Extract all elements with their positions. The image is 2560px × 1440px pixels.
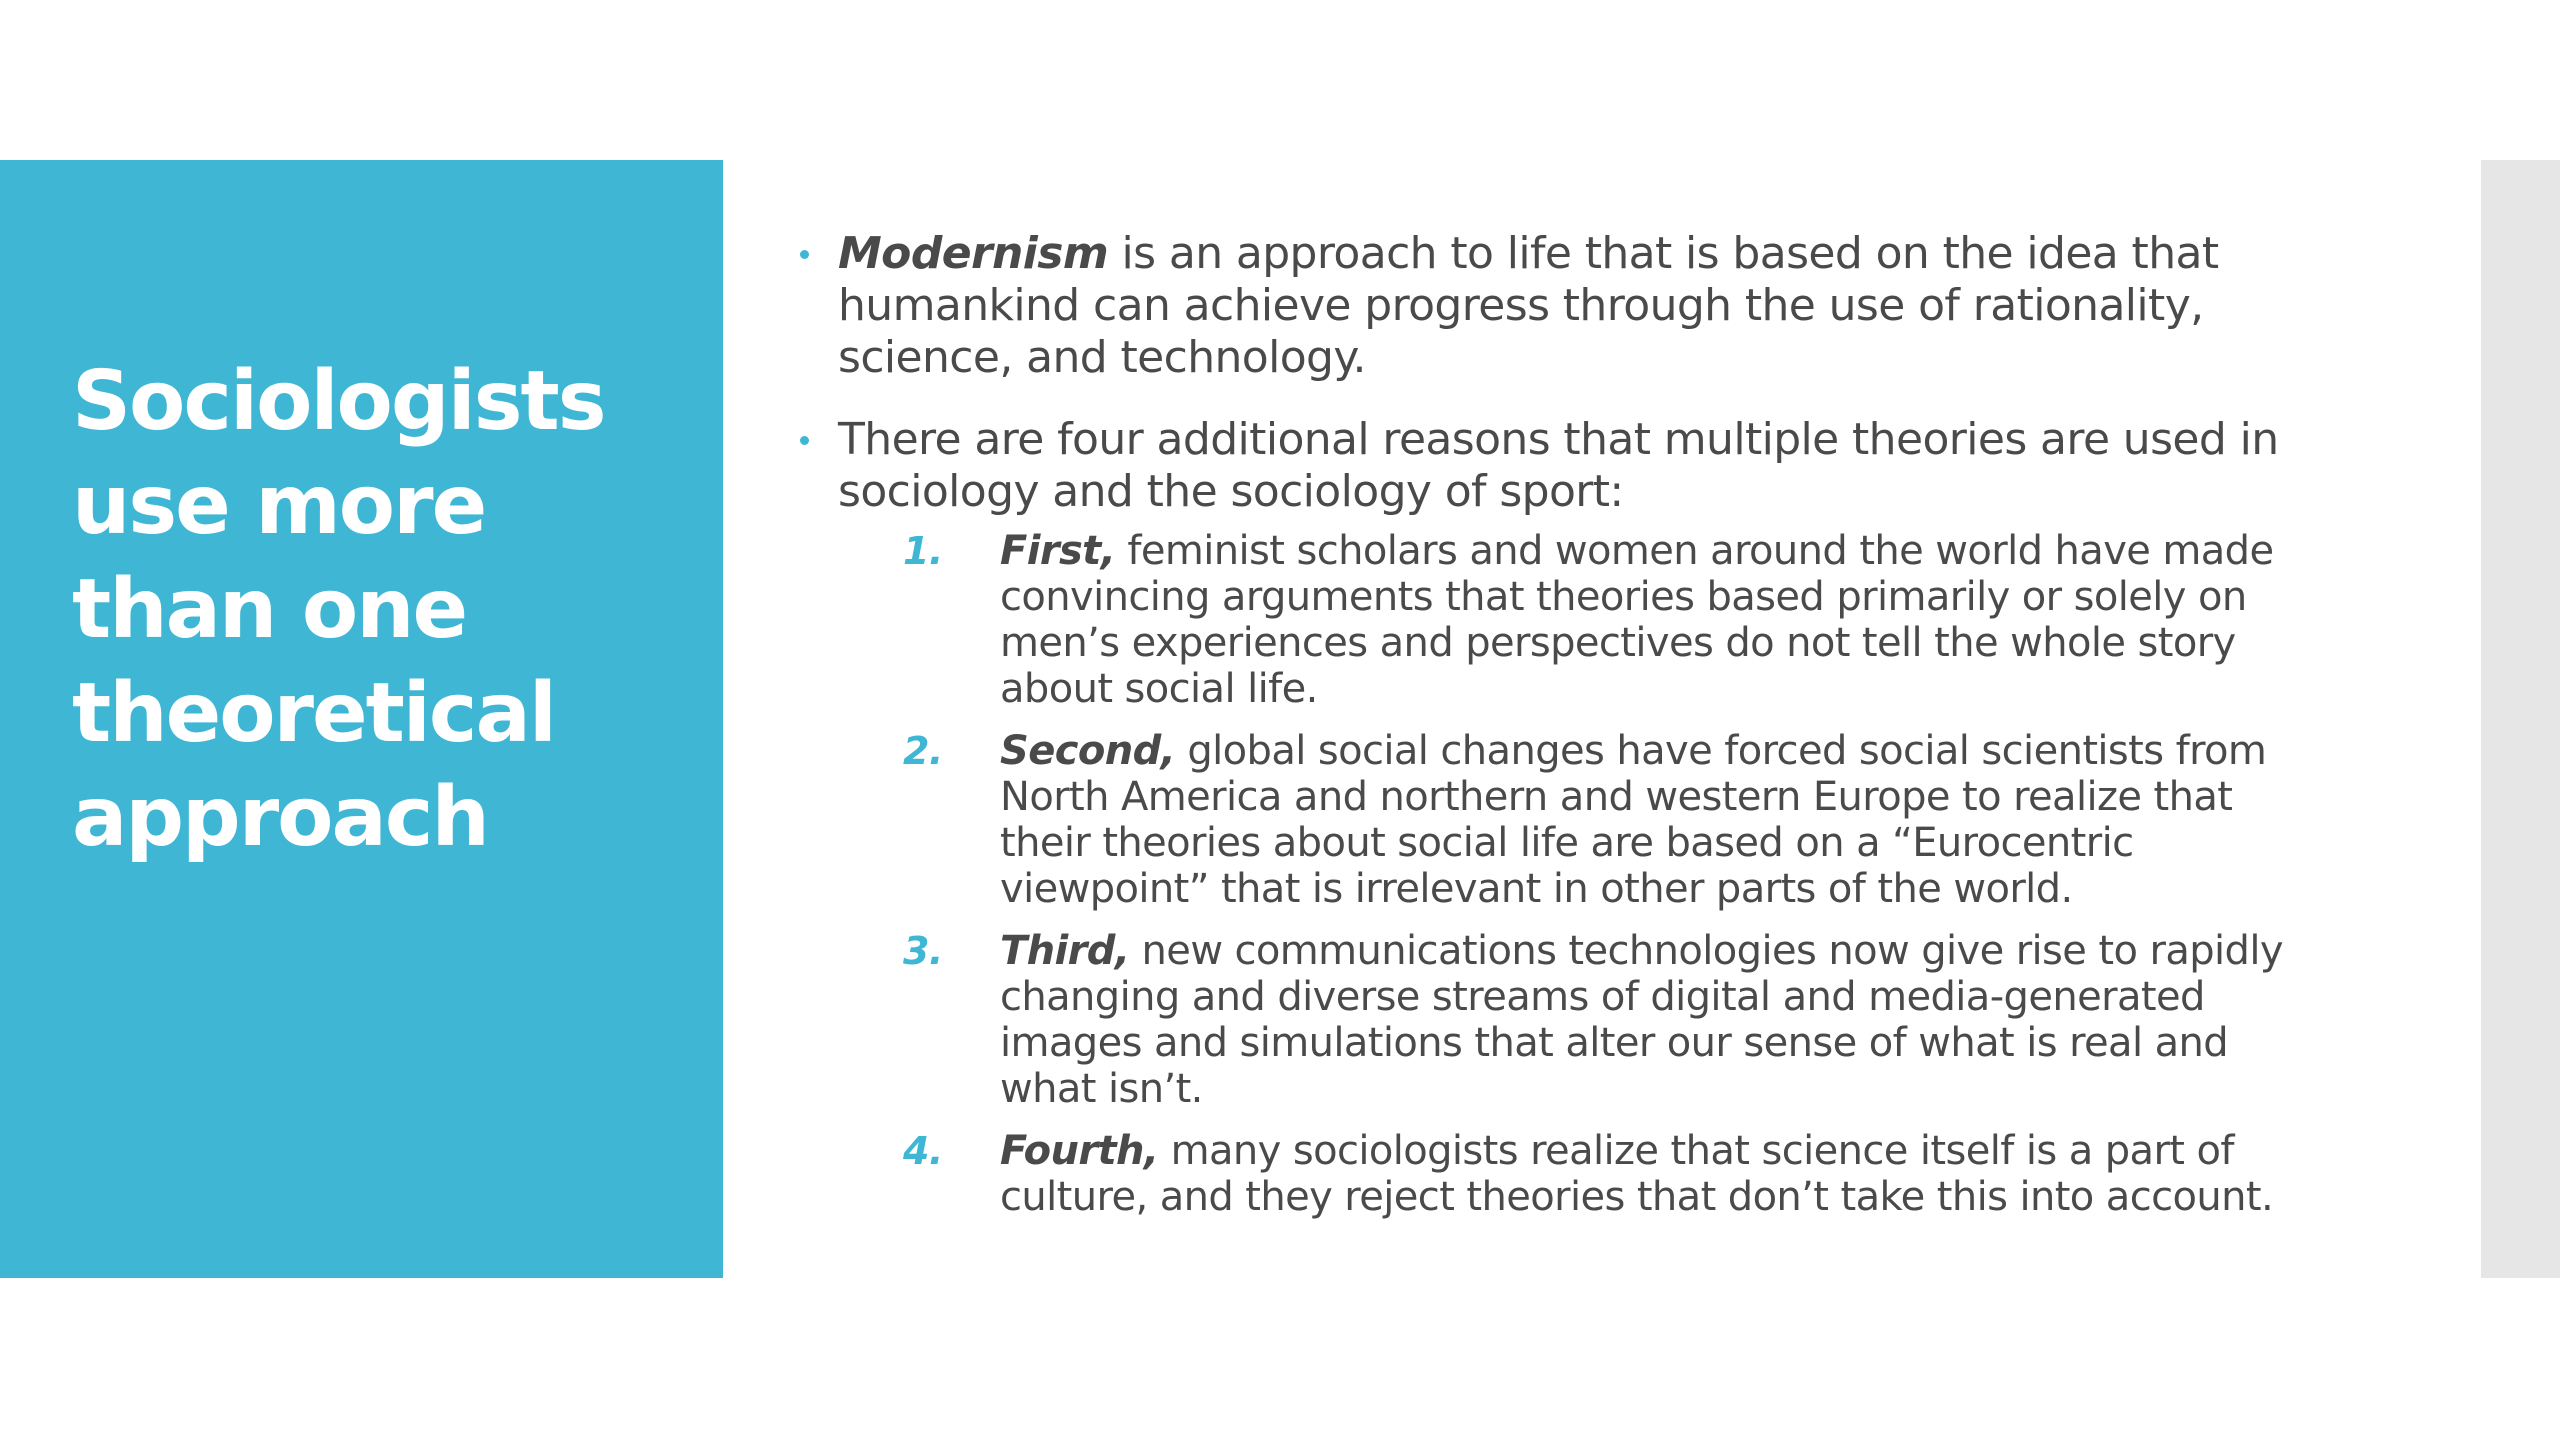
bullet-list <box>798 228 2298 1220</box>
reason-text: global social changes have forced social scientists from North America and northern and western Europe to realize that their theories about social life are based on a “Eurocentric viewpoint” that is irrelevant in other parts of the world. <box>1000 728 2267 912</box>
reason-item-1 <box>838 528 2298 712</box>
reason-lead: Third, <box>1000 928 1130 974</box>
reason-lead: First, <box>1000 528 1116 574</box>
reason-item-3 <box>838 928 2298 1112</box>
reason-text: many sociologists realize that science itself is a part of culture, and they reject theories that don’t take this into account. <box>1000 1128 2274 1220</box>
slide-title: Sociologists use more than one theoretical approach <box>72 354 605 865</box>
bullet-text: is an approach to life that is based on the idea that humankind can achieve progress through the use of rationality, science, and technology. <box>838 228 2219 383</box>
reason-number: 4. <box>903 1129 943 1173</box>
bullet-lead-term: Modernism <box>838 228 1109 279</box>
slide-content <box>798 228 2298 1250</box>
reasons-list <box>838 528 2298 1220</box>
reason-item-4 <box>838 1128 2298 1220</box>
reason-number: 3. <box>903 929 943 973</box>
reason-item-2 <box>838 728 2298 912</box>
reason-text: feminist scholars and women around the world have made convincing arguments that theories based primarily or solely on men’s experiences and perspectives do not tell the whole story about social life. <box>1000 528 2274 712</box>
reason-number: 1. <box>903 529 943 573</box>
reason-lead: Fourth, <box>1000 1128 1159 1174</box>
bullet-four-reasons <box>798 414 2298 1220</box>
bullet-dot-icon <box>800 436 809 445</box>
bullet-text: There are four additional reasons that multiple theories are used in sociology and the sociology of sport: <box>838 414 2279 517</box>
reason-lead: Second, <box>1000 728 1176 774</box>
right-side-strip <box>2481 160 2560 1278</box>
reason-text: new communications technologies now give rise to rapidly changing and diverse streams of digital and media-generated images and simulations that alter our sense of what is real and what isn’t. <box>1000 928 2283 1112</box>
bullet-dot-icon <box>800 250 809 259</box>
reason-number: 2. <box>903 729 943 773</box>
bullet-modernism <box>798 228 2298 384</box>
